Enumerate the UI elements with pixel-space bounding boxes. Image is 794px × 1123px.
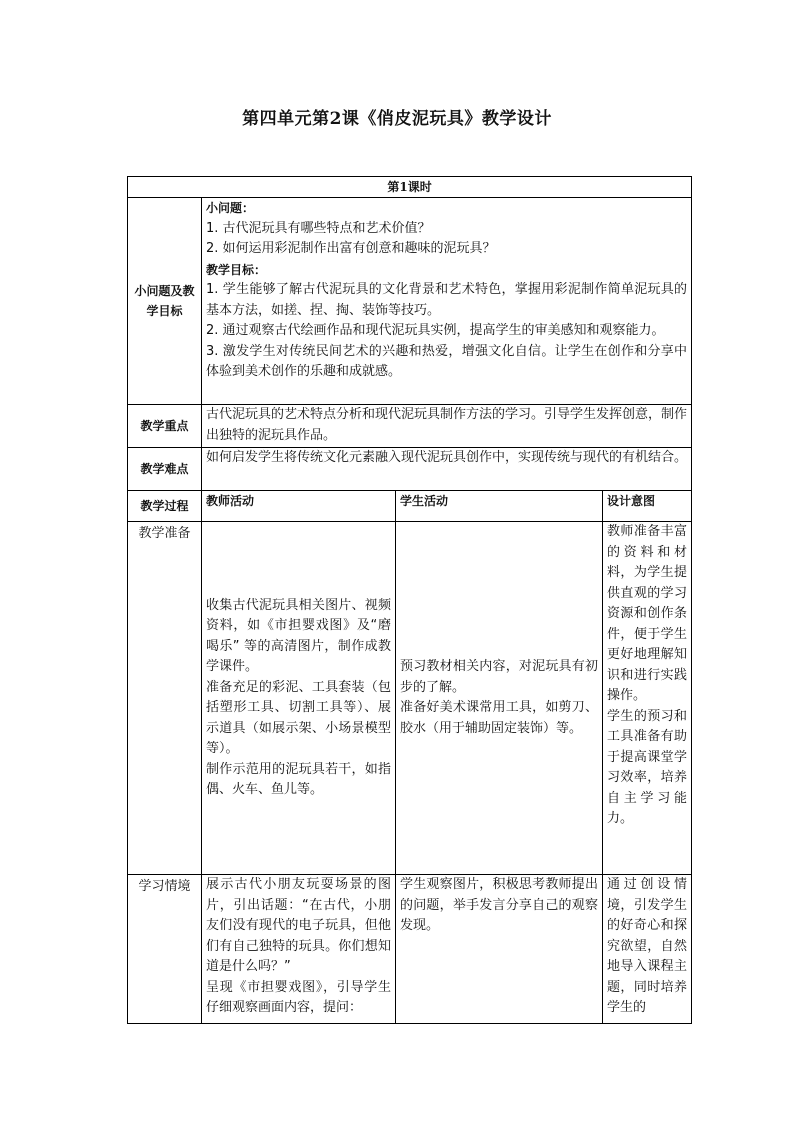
question-item: 2. 如何运用彩泥制作出富有创意和趣味的泥玩具？ bbox=[206, 241, 496, 256]
design-intent-item: 教师准备丰富的资料和材料，为学生提供直观的学习资源和创作条件，便于学生更好地理解知识和进行实践操作。 bbox=[607, 524, 688, 703]
student-activity bbox=[396, 522, 603, 875]
teacher-activity-item: 呈现《市担婴戏图》，引导学生仔细观察画面内容，提问： bbox=[206, 979, 391, 1015]
teacher-activity bbox=[202, 522, 396, 875]
student-activity-item: 预习教材相关内容，对泥玩具有初步的了解。 bbox=[400, 659, 598, 695]
difficulty-label: 教学难点 bbox=[128, 448, 202, 491]
document-title: 第四单元第2课《俏皮泥玩具》教学设计 bbox=[242, 109, 552, 129]
design-intent bbox=[603, 875, 692, 1024]
student-activity-item: 学生观察图片，积极思考教师提出的问题，举手发言分享自己的观察发现。 bbox=[400, 877, 598, 933]
teacher-activity bbox=[202, 875, 396, 1024]
teacher-activity-item: 制作示范用的泥玩具若干，如指偶、火车、鱼儿等。 bbox=[206, 761, 391, 797]
difficulty-text: 如何启发学生将传统文化元素融入现代泥玩具创作中，实现传统与现代的有机结合。 bbox=[202, 448, 692, 491]
header-intent: 设计意图 bbox=[603, 491, 692, 522]
design-intent bbox=[603, 522, 692, 875]
student-activity-item: 准备好美术课常用工具，如剪刀、胶水（用于辅助固定装饰）等。 bbox=[400, 700, 598, 736]
header-process: 教学过程 bbox=[128, 491, 202, 522]
stage-label: 学习情境 bbox=[128, 875, 202, 1024]
design-intent-item: 学生的预习和工具准备有助于提高课堂学习效率，培养自主学习能力。 bbox=[607, 708, 688, 826]
teacher-activity-item: 准备充足的彩泥、工具套装（包括塑形工具、切割工具等）、展示道具（如展示架、小场景模型等）。 bbox=[206, 679, 391, 756]
goal-item: 1. 学生能够了解古代泥玩具的文化背景和艺术特色，掌握用彩泥制作简单泥玩具的基本方法，如搓、捏、掏、装饰等技巧。 bbox=[206, 282, 688, 318]
key-point-label: 教学重点 bbox=[128, 405, 202, 448]
teacher-activity-item: 收集古代泥玩具相关图片、视频资料，如《市担婴戏图》及“磨喝乐” 等的高清图片，制作成教学课件。 bbox=[206, 597, 391, 674]
header-student: 学生活动 bbox=[396, 491, 603, 522]
lesson-plan-table bbox=[127, 176, 692, 1024]
header-teacher: 教师活动 bbox=[202, 491, 396, 522]
difficulty-row bbox=[128, 448, 692, 491]
stage-row-situation bbox=[128, 875, 692, 1024]
design-intent-item: 通过创设情境，引发学生的好奇心和探究欲望，自然地导入课程主题，同时培养学生的 bbox=[607, 877, 688, 1015]
student-activity bbox=[396, 875, 603, 1024]
questions-goals-content bbox=[202, 198, 692, 405]
key-point-row bbox=[128, 405, 692, 448]
question-item: 1. 古代泥玩具有哪些特点和艺术价值？ bbox=[206, 220, 431, 236]
stage-label: 教学准备 bbox=[128, 522, 202, 875]
questions-heading: 小问题： bbox=[206, 201, 255, 215]
goal-item: 3. 激发学生对传统民间艺术的兴趣和热爱，增强文化自信。让学生在创作和分享中体验到美术创作的乐趣和成就感。 bbox=[206, 343, 688, 379]
process-header-row bbox=[128, 491, 692, 522]
questions-goals-row bbox=[128, 198, 692, 405]
teacher-activity-item: 展示古代小朋友玩耍场景的图片，引出话题：“在古代，小朋友们没有现代的电子玩具，但他们有自己独特的玩具。你们想知道是什么吗？” bbox=[206, 877, 391, 974]
goals-heading: 教学目标： bbox=[206, 262, 267, 277]
stage-row-preparation bbox=[128, 522, 692, 875]
lesson-hour-row bbox=[128, 177, 692, 198]
key-point-text: 古代泥玩具的艺术特点分析和现代泥玩具制作方法的学习。引导学生发挥创意，制作出独特的泥玩具作品。 bbox=[202, 405, 692, 448]
questions-goals-label: 小问题及教学目标 bbox=[128, 198, 202, 405]
lesson-hour: 第1课时 bbox=[128, 177, 692, 198]
goal-item: 2. 通过观察古代绘画作品和现代泥玩具实例，提高学生的审美感知和观察能力。 bbox=[206, 323, 665, 338]
